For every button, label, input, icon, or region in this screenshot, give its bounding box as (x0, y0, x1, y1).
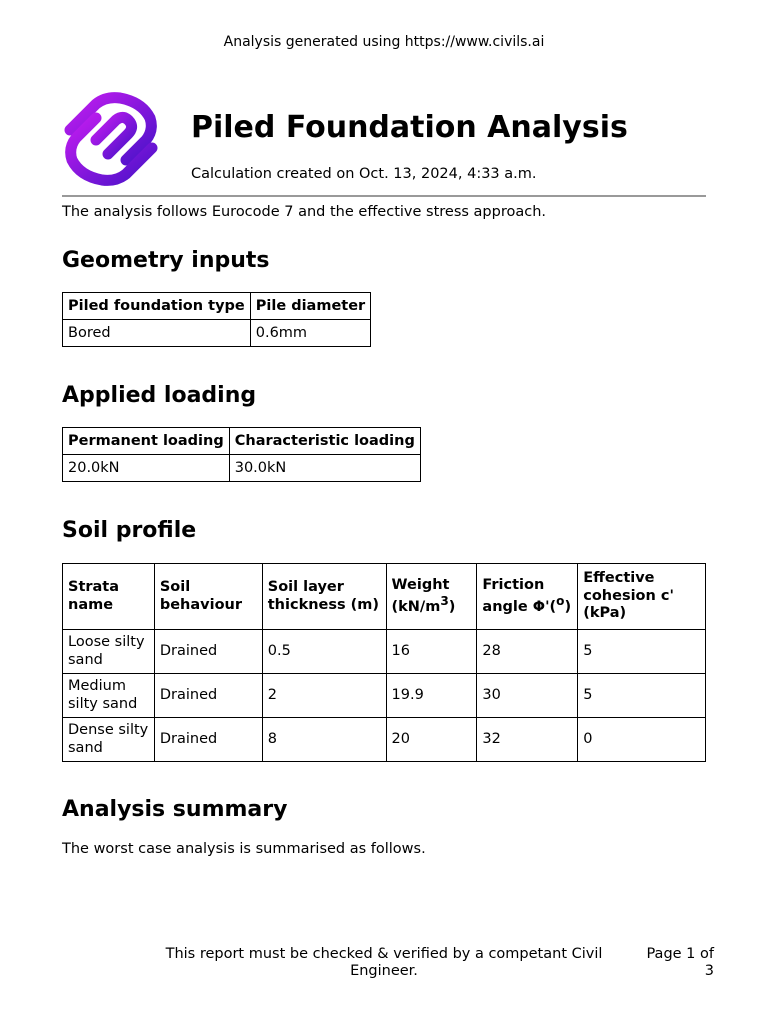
table-header-row (63, 564, 706, 630)
column-header: Piled foundation type (63, 293, 251, 320)
table-cell: 0 (578, 718, 706, 762)
table-row (63, 630, 706, 674)
table-cell: 20.0kN (63, 455, 230, 482)
table-cell: 16 (386, 630, 477, 674)
weight-header-text: Weight (kN/m (391, 576, 450, 615)
column-header: Permanent loading (63, 428, 230, 455)
table-cell: 8 (262, 718, 386, 762)
intro-text: The analysis follows Eurocode 7 and the effective stress approach. (62, 204, 547, 220)
column-header-friction (477, 564, 578, 630)
table-cell: Loose silty sand (63, 630, 155, 674)
table-cell: 5 (578, 674, 706, 718)
column-header-thickness: Soil layer thickness (m) (262, 564, 386, 630)
table-cell: 28 (477, 630, 578, 674)
table-cell: Bored (63, 320, 251, 347)
column-header-strata: Strata name (63, 564, 155, 630)
table-cell: Dense silty sand (63, 718, 155, 762)
table-row (63, 718, 706, 762)
civils-ai-logo-icon (62, 92, 160, 186)
report-generator-note: Analysis generated using https://www.civils.ai (223, 34, 545, 50)
soil-profile-table (62, 563, 706, 762)
page-title: Piled Foundation Analysis (191, 110, 628, 145)
table-cell: 30 (477, 674, 578, 718)
friction-header-superscript: o (556, 594, 565, 609)
summary-text: The worst case analysis is summarised as follows. (62, 841, 426, 857)
table-cell: 5 (578, 630, 706, 674)
created-timestamp: Calculation created on Oct. 13, 2024, 4:33 a.m. (191, 166, 537, 182)
friction-header-close: ) (564, 598, 572, 615)
table-cell: 0.5 (262, 630, 386, 674)
table-cell: 20 (386, 718, 477, 762)
table-cell: Drained (154, 674, 262, 718)
table-cell: Drained (154, 718, 262, 762)
loading-table (62, 427, 421, 482)
table-cell: 19.9 (386, 674, 477, 718)
table-cell: Medium silty sand (63, 674, 155, 718)
footer-disclaimer: This report must be checked & verified by a competant Civil Engineer. (165, 946, 603, 980)
soil-profile-heading: Soil profile (62, 518, 197, 543)
table-header-row (63, 428, 421, 455)
table-header-row (63, 293, 371, 320)
header-divider (62, 195, 706, 197)
weight-header-close: ) (448, 598, 456, 615)
column-header: Characteristic loading (229, 428, 420, 455)
column-header: Pile diameter (250, 293, 370, 320)
table-cell: 2 (262, 674, 386, 718)
geometry-table (62, 292, 371, 347)
analysis-summary-heading: Analysis summary (62, 797, 288, 822)
column-header-behaviour: Soil behaviour (154, 564, 262, 630)
table-row (63, 455, 421, 482)
table-cell: Drained (154, 630, 262, 674)
friction-header-text: Friction angle Φ'( (482, 576, 557, 615)
weight-header-superscript: 3 (440, 594, 449, 609)
table-row (63, 320, 371, 347)
table-cell: 0.6mm (250, 320, 370, 347)
table-row (63, 674, 706, 718)
loading-heading: Applied loading (62, 383, 257, 408)
column-header-weight (386, 564, 477, 630)
column-header-cohesion: Effective cohesion c' (kPa) (578, 564, 706, 630)
table-cell: 30.0kN (229, 455, 420, 482)
geometry-heading: Geometry inputs (62, 248, 270, 273)
table-cell: 32 (477, 718, 578, 762)
page-number: Page 1 of 3 (646, 946, 714, 980)
